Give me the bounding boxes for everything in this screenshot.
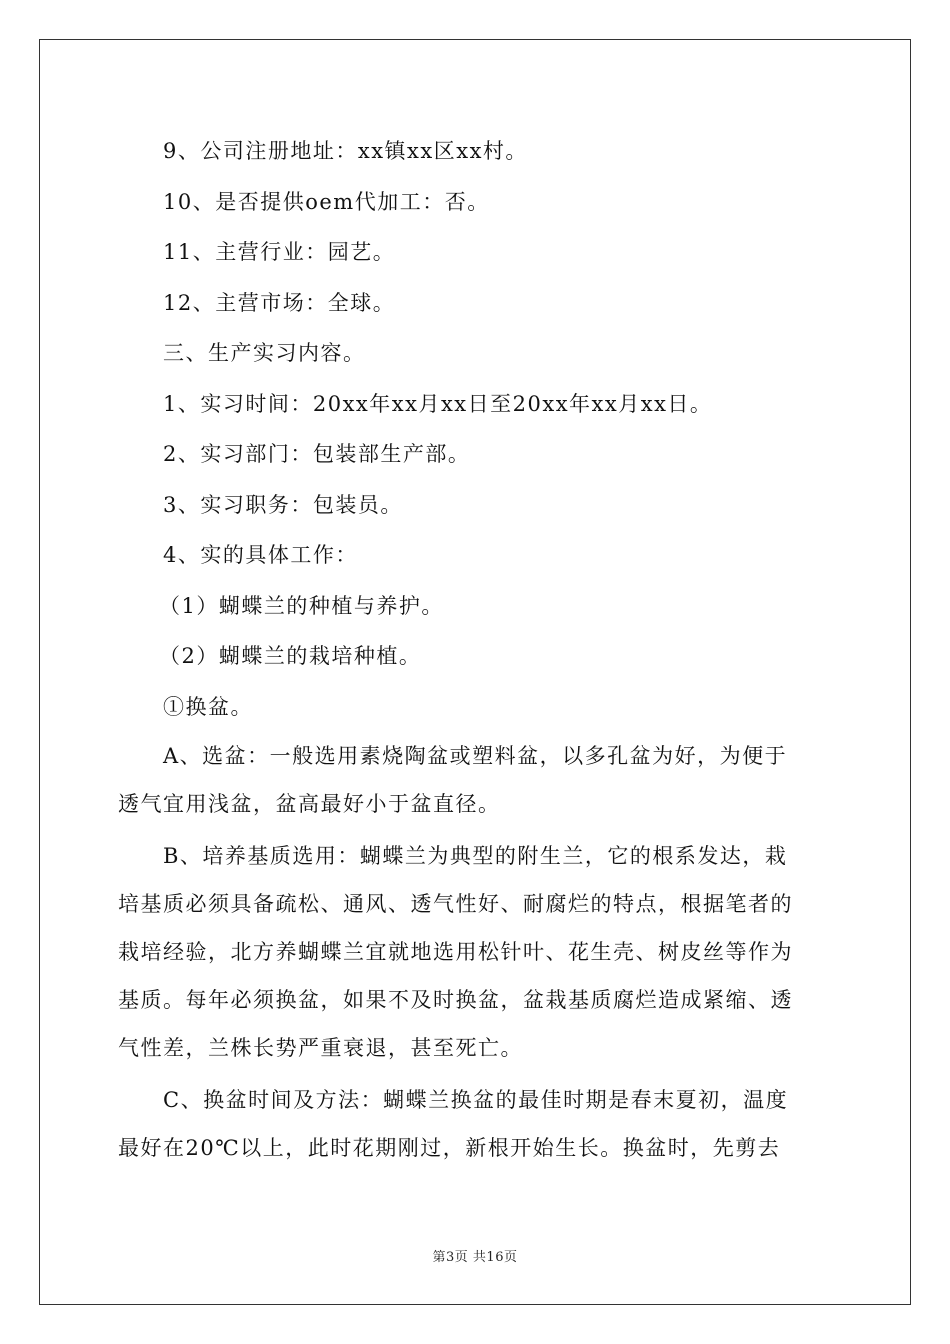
text-line: 10、是否提供oem代加工：否。	[163, 189, 490, 214]
paragraph-line: B、培养基质选用：蝴蝶兰为典型的附生兰，它的根系发达，栽	[163, 844, 788, 868]
paragraph-line: 气性差，兰株长势严重衰退，甚至死亡。	[118, 1036, 523, 1060]
document-body	[118, 126, 836, 1172]
text-line: 2、实习部门：包装部生产部。	[163, 442, 471, 466]
paragraph-line: 基质。每年必须换盆，如果不及时换盆，盆栽基质腐烂造成紧缩、透	[118, 988, 793, 1012]
paragraph-c	[118, 1076, 836, 1172]
text-line: 9、公司注册地址：xx镇xx区xx村。	[163, 139, 528, 163]
paragraph-line: A、选盆：一般选用素烧陶盆或塑料盆，以多孔盆为好，为便于	[163, 744, 788, 768]
section-heading: 三、生产实习内容。	[163, 341, 366, 365]
text-line: 11、主营行业：园艺。	[163, 240, 396, 264]
paragraph-line: 培基质必须具备疏松、通风、透气性好、耐腐烂的特点，根据笔者的	[118, 892, 793, 916]
text-line: 1、实习时间：20xx年xx月xx日至20xx年xx月xx日。	[163, 391, 713, 416]
paragraph-line: 最好在20℃以上，此时花期刚过，新根开始生长。换盆时，先剪去	[118, 1136, 781, 1160]
text-line: 12、主营市场：全球。	[163, 290, 396, 315]
paragraph-line: 栽培经验，北方养蝴蝶兰宜就地选用松针叶、花生壳、树皮丝等作为	[118, 940, 793, 964]
text-line: ①换盆。	[163, 694, 253, 719]
text-line: （2）蝴蝶兰的栽培种植。	[159, 644, 422, 668]
paragraph-line: C、换盆时间及方法：蝴蝶兰换盆的最佳时期是春末夏初，温度	[163, 1088, 789, 1112]
paragraph-a	[118, 732, 836, 828]
text-line: （1）蝴蝶兰的种植与养护。	[159, 593, 444, 618]
text-line: 4、实的具体工作：	[163, 543, 358, 567]
page-number-footer: 第3页 共16页	[432, 1250, 518, 1265]
text-line: 3、实习职务：包装员。	[163, 492, 403, 517]
paragraph-b	[118, 832, 836, 1072]
paragraph-line: 透气宜用浅盆，盆高最好小于盆直径。	[118, 792, 501, 816]
